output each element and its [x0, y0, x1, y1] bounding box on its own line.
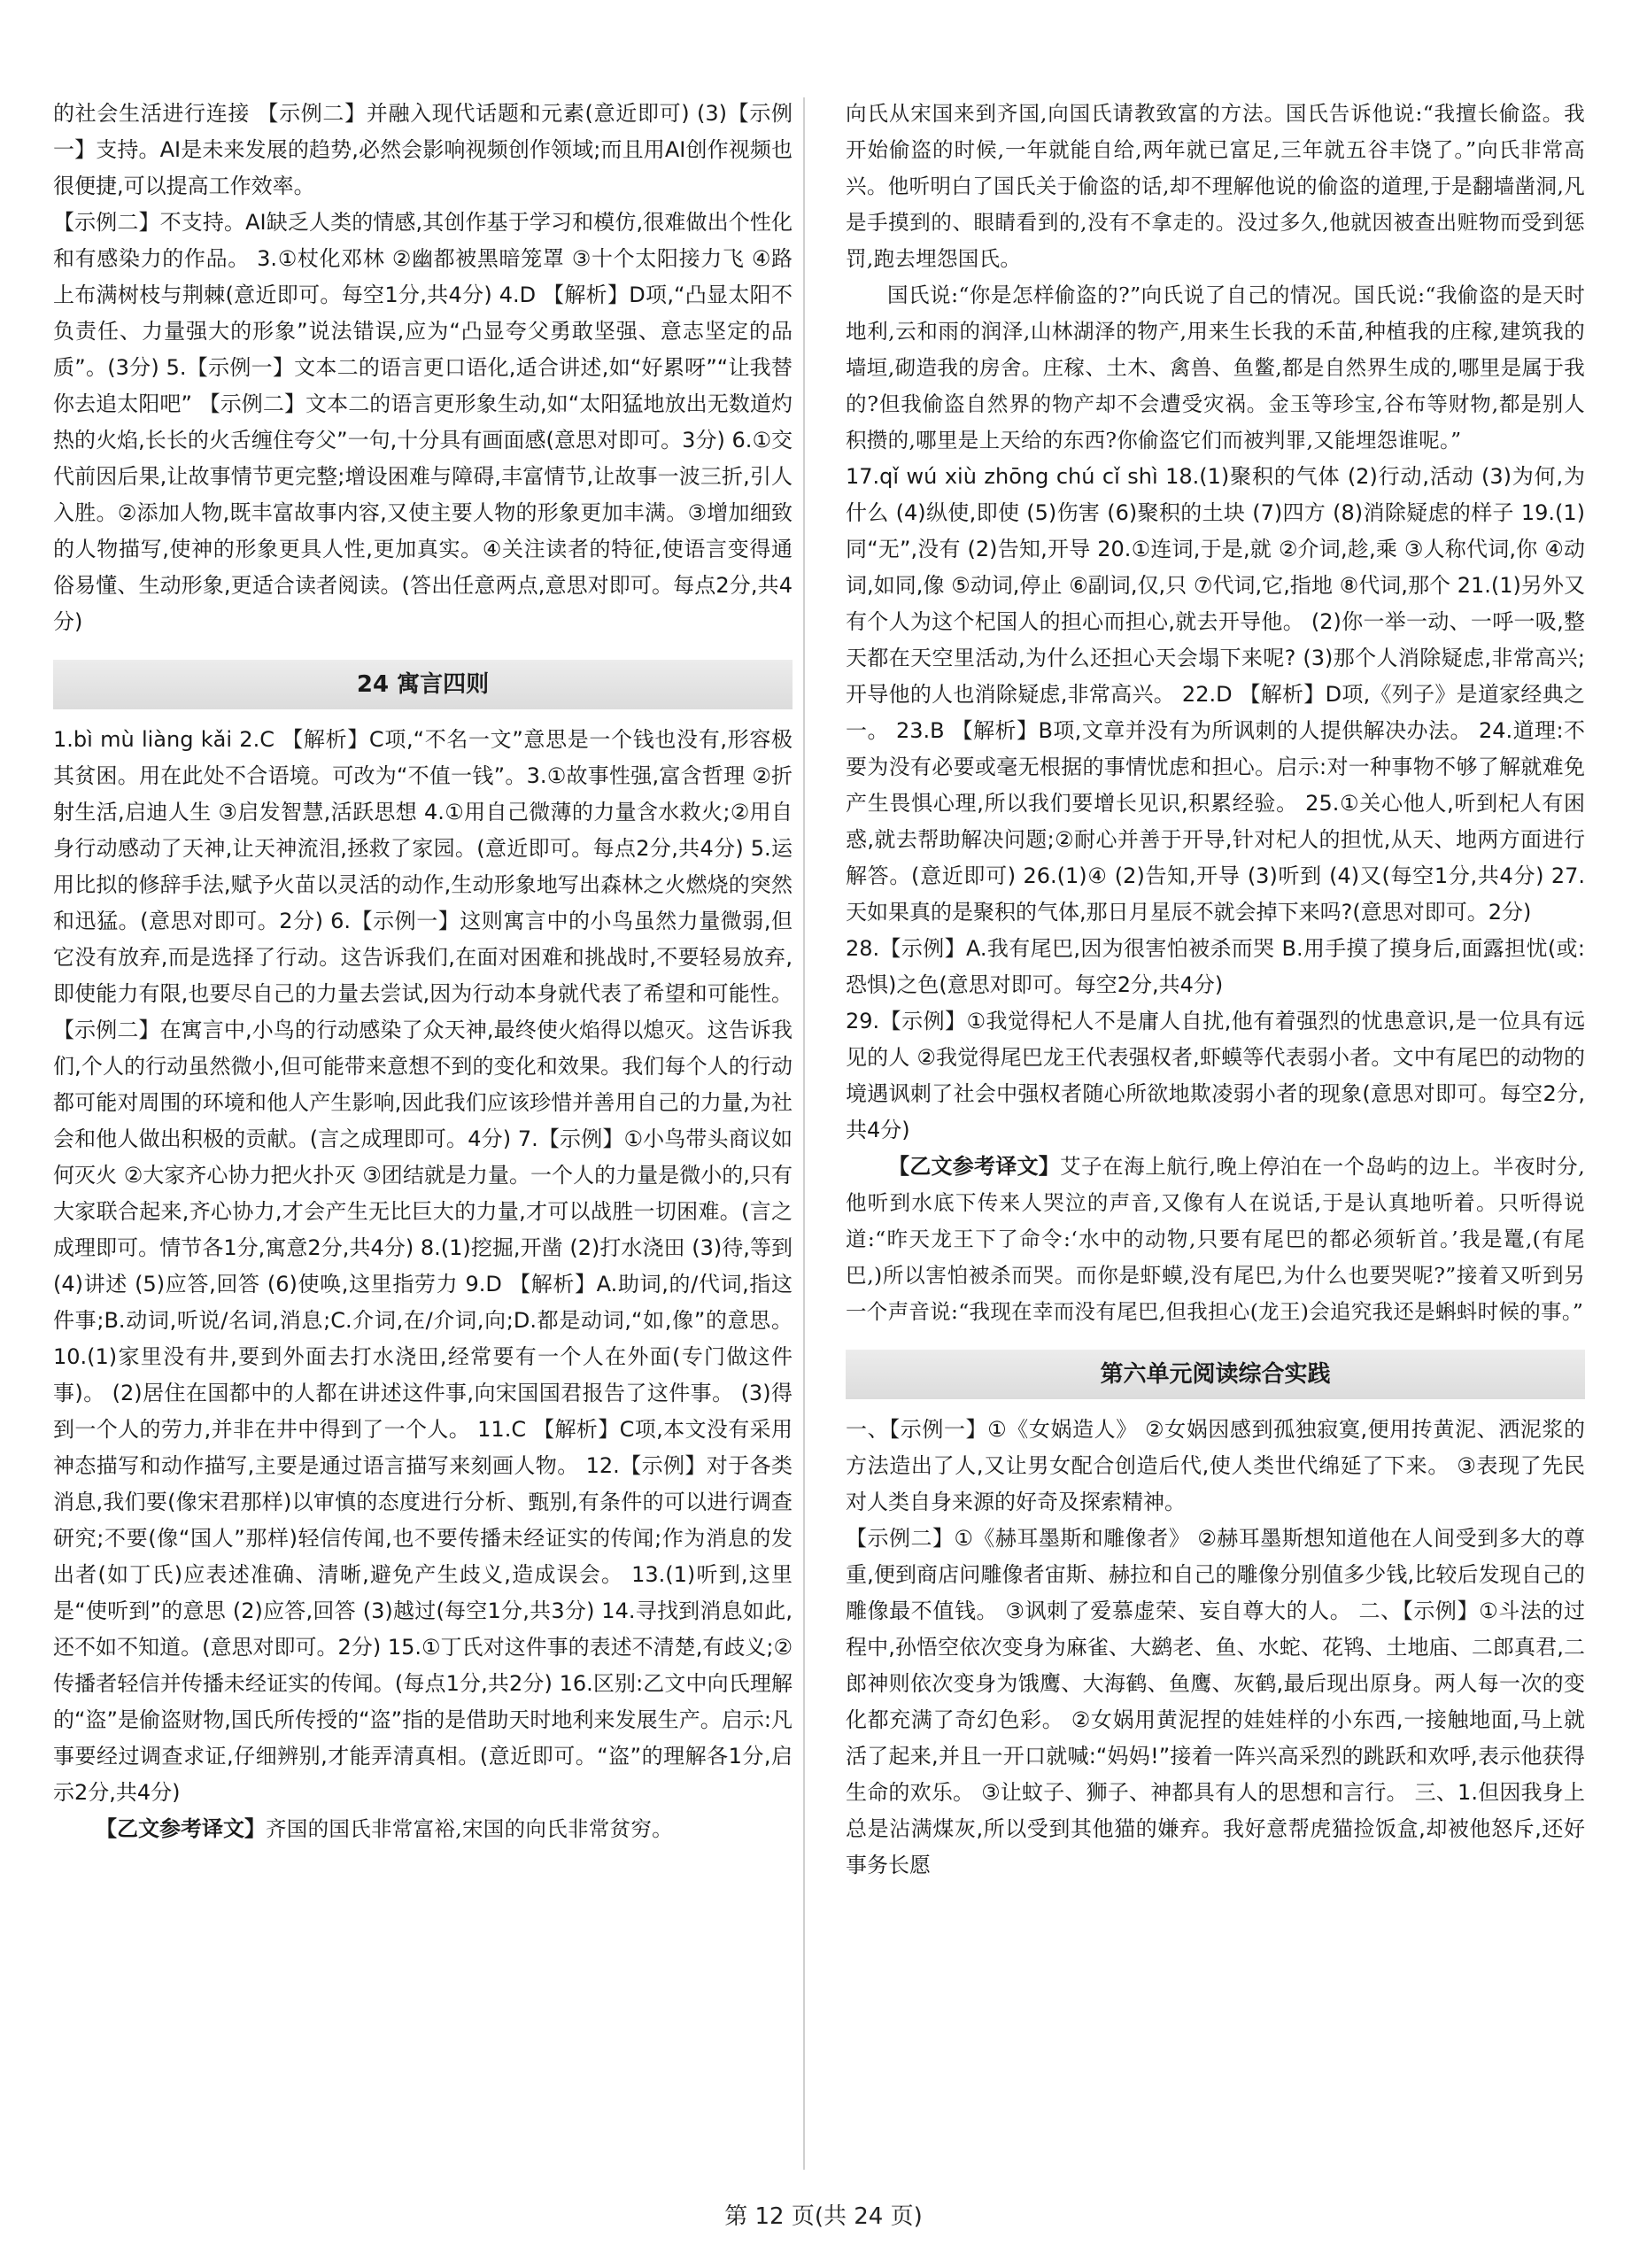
answer-paragraph: 【示例二】①《赫耳墨斯和雕像者》 ②赫耳墨斯想知道他在人间受到多大的尊重,便到商店问雕像者宙斯、赫拉和自己的雕像分别值多少钱,比较后发现自己的雕像最不值钱。 ③讽刺了爱慕虚荣、妄自尊大的人。 二、【示例】①斗法的过程中,孙悟空依次变身为麻雀、大鹚老、鱼、水蛇、花鸨、土地庙、二郎真君,二郎神则依次变身为饿鹰、大海鹤、鱼鹰、灰鹤,最后现出原身。两人每一次的变化都充满了奇幻色彩。 ②女娲用黄泥捏的娃娃样的小东西,一接触地面,马上就活了起来,并且一开口就喊:“妈妈!”接着一阵兴高采烈的跳跃和欢呼,表示他获得生命的欢乐。 ③让蚊子、狮子、神都具有人的思想和言行。 三、1.但因我身上总是沾满煤灰,所以受到其他猫的嫌弃。我好意帮虎猫捡饭盒,却被他怒斥,还好事务长愿	[846, 1526, 1585, 1877]
translation-text: 齐国的国氏非常富裕,宋国的向氏非常贫穷。	[266, 1816, 673, 1841]
translation-label: 【乙文参考译文】	[888, 1154, 1060, 1179]
section-heading: 24 寓言四则	[53, 660, 793, 709]
answer-paragraph: 29.【示例】①我觉得杞人不是庸人自扰,他有着强烈的忧患意识,是一位具有远见的人 ②我觉得尾巴龙王代表强权者,虾蟆等代表弱小者。文中有尾巴的动物的境遇讽刺了社会中强权者随心所欲地欺凌弱小者的现象(意思对即可。每空2分,共4分)	[846, 1009, 1585, 1142]
answer-paragraph: 1.bì mù liàng kǎi 2.C 【解析】C项,“不名一文”意思是一个钱也没有,形容极其贫困。用在此处不合语境。可改为“不值一钱”。3.①故事性强,富含哲理 ②折射生活,启迪人生 ③启发智慧,活跃思想 4.①用自己微薄的力量含水救火;②用自身行动感动了天神,让天神流泪,拯救了家园。(意近即可。每点2分,共4分) 5.运用比拟的修辞手法,赋予火苗以灵活的动作,生动形象地写出森林之火燃烧的突然和迅猛。(意思对即可。2分) 6.【示例一】这则寓言中的小鸟虽然力量微弱,但它没有放弃,而是选择了行动。这告诉我们,在面对困难和挑战时,不要轻易放弃,即使能力有限,也要尽自己的力量去尝试,因为行动本身就代表了希望和可能性。 【示例二】在寓言中,小鸟的行动感染了众天神,最终使火焰得以熄灭。这告诉我们,个人的行动虽然微小,但可能带来意想不到的变化和效果。我们每个人的行动都可能对周围的环境和他人产生影响,因此我们应该珍惜并善用自己的力量,为社会和他人做出积极的贡献。(言之成理即可。4分) 7.【示例】①小鸟带头商议如何灭火 ②大家齐心协力把火扑灭 ③团结就是力量。一个人的力量是微小的,只有大家联合起来,齐心协力,才会产生无比巨大的力量,才可以战胜一切困难。(言之成理即可。情节各1分,寓意2分,共4分) 8.(1)挖掘,开凿 (2)打水浇田 (3)待,等到 (4)讲述 (5)应答,回答 (6)使唤,这里指劳力 9.D 【解析】A.助词,的/代词,指这件事;B.动词,听说/名词,消息;C.介词,在/介词,向;D.都是动词,“如,像”的意思。 10.(1)家里没有井,要到外面去打水浇田,经常要有一个人在外面(专门做这件事)。 (2)居住在国都中的人都在讲述这件事,向宋国国君报告了这件事。 (3)得到一个人的劳力,并非在井中得到了一个人。 11.C 【解析】C项,本文没有采用神态描写和动作描写,主要是通过语言描写来刻画人物。 12.【示例】对于各类消息,我们要(像宋君那样)以审慎的态度进行分析、甄别,有条件的可以进行调查研究;不要(像“国人”那样)轻信传闻,也不要传播未经证实的传闻;作为消息的发出者(如丁氏)应表述准确、清晰,避免产生歧义,造成误会。 13.(1)听到,这里是“使听到”的意思 (2)应答,回答 (3)越过(每空1分,共3分) 14.寻找到消息如此,还不如不知道。(意思对即可。2分) 15.①丁氏对这件事的表述不清楚,有歧义;②传播者轻信并传播未经证实的传闻。(每点1分,共2分) 16.区别:乙文中向氏理解的“盗”是偷盗财物,国氏所传授的“盗”指的是借助天时地利来发展生产。启示:凡事要经过调查求证,仔细辨别,才能弄清真相。(意近即可。“盗”的理解各1分,启示2分,共4分)	[53, 727, 793, 1805]
translation-paragraph: 国氏说:“你是怎样偷盗的?”向氏说了自己的情况。国氏说:“我偷盗的是天时地利,云和雨的润泽,山林湖泽的物产,用来生长我的禾苗,种植我的庄稼,建筑我的墙垣,砌造我的房舍。庄稼、土木、禽兽、鱼鳖,都是自然界生成的,哪里是属于我的?但我偷盗自然界的物产却不会遭受灾祸。金玉等珍宝,谷布等财物,都是别人积攒的,哪里是上天给的东西?你偷盗它们而被判罪,又能埋怨谁呢。”	[846, 283, 1585, 453]
translation-text: 艾子在海上航行,晚上停泊在一个岛屿的边上。半夜时分,他听到水底下传来人哭泣的声音,又像有人在说话,于是认真地听着。只听得说道:“昨天龙王下了命令:‘水中的动物,只要有尾巴的都必须斩首。’我是鼍,(有尾巴,)所以害怕被杀而哭。而你是虾蟆,没有尾巴,为什么也要哭呢?”接着又听到另一个声音说:“我现在幸而没有尾巴,但我担心(龙王)会追究我还是蝌蚪时候的事。”	[846, 1154, 1585, 1324]
answer-paragraph: 【示例二】不支持。AI缺乏人类的情感,其创作基于学习和模仿,很难做出个性化和有感染力的作品。 3.①杖化邓林 ②幽都被黑暗笼罩 ③十个太阳接力飞 ④路上布满树枝与荆棘(意近即可。每空1分,共4分) 4.D 【解析】D项,“凸显太阳不负责任、力量强大的形象”说法错误,应为“凸显夸父勇敢坚强、意志坚定的品质”。(3分) 5.【示例一】文本二的语言更口语化,适合讲述,如“好累呀”“让我替你去追太阳吧” 【示例二】文本二的语言更形象生动,如“太阳猛地放出无数道灼热的火焰,长长的火舌缠住夸父”一句,十分具有画面感(意思对即可。3分) 6.①交代前因后果,让故事情节更完整;增设困难与障碍,丰富情节,让故事一波三折,引人入胜。②添加人物,既丰富故事内容,又使主要人物的形象更加丰满。③增加细致的人物描写,使神的形象更具人性,更加真实。④关注读者的特征,使语言变得通俗易懂、生动形象,更适合读者阅读。(答出任意两点,意思对即可。每点2分,共4分)	[53, 210, 793, 634]
translation-paragraph	[846, 1149, 1585, 1330]
column-divider	[803, 97, 805, 2170]
right-column	[846, 96, 1585, 1884]
translation-paragraph: 向氏从宋国来到齐国,向国氏请教致富的方法。国氏告诉他说:“我擅长偷盗。我开始偷盗的时候,一年就能自给,两年就已富足,三年就五谷丰饶了。”向氏非常高兴。他听明白了国氏关于偷盗的话,却不理解他说的偷盗的道理,于是翻墙凿洞,凡是手摸到的、眼睛看到的,没有不拿走的。没过多久,他就因被查出赃物而受到惩罚,跑去埋怨国氏。	[846, 101, 1585, 271]
answer-paragraph: 一、【示例一】①《女娲造人》 ②女娲因感到孤独寂寞,便用抟黄泥、洒泥浆的方法造出了人,又让男女配合创造后代,使人类世代绵延了下来。 ③表现了先民对人类自身来源的好奇及探索精神。	[846, 1417, 1585, 1514]
page-number: 第 12 页(共 24 页)	[724, 2203, 923, 2230]
answer-paragraph: 28.【示例】A.我有尾巴,因为很害怕被杀而哭 B.用手摸了摸身后,面露担忧(或:恐惧)之色(意思对即可。每空2分,共4分)	[846, 936, 1585, 997]
answer-paragraph: 的社会生活进行连接 【示例二】并融入现代话题和元素(意近即可) (3)【示例一】支持。AI是未来发展的趋势,必然会影响视频创作领域;而且用AI创作视频也很便捷,可以提高工作效率。	[53, 101, 793, 198]
left-column	[53, 96, 793, 1847]
section-heading: 第六单元阅读综合实践	[846, 1350, 1585, 1399]
translation-label: 【乙文参考译文】	[96, 1816, 266, 1841]
translation-paragraph	[53, 1811, 793, 1847]
answer-paragraph: 17.qǐ wú xiù zhōng chú cǐ shì 18.(1)聚积的气体 (2)行动,活动 (3)为何,为什么 (4)纵使,即使 (5)伤害 (6)聚积的土块 (7)四方 (8)消除疑虑的样子 19.(1)同“无”,没有 (2)告知,开导 20.①连词,于是,就 ②介词,趁,乘 ③人称代词,你 ④动词,如同,像 ⑤动词,停止 ⑥副词,仅,只 ⑦代词,它,指地 ⑧代词,那个 21.(1)另外又有个人为这个杞国人的担心而担心,就去开导他。 (2)你一举一动、一呼一吸,整天都在天空里活动,为什么还担心天会塌下来呢? (3)那个人消除疑虑,非常高兴;开导他的人也消除疑虑,非常高兴。 22.D 【解析】D项,《列子》是道家经典之一。 23.B 【解析】B项,文章并没有为所讽刺的人提供解决办法。 24.道理:不要为没有必要或毫无根据的事情忧虑和担心。启示:对一种事物不够了解就难免产生畏惧心理,所以我们要增长见识,积累经验。 25.①关心他人,听到杞人有困惑,就去帮助解决问题;②耐心并善于开导,针对杞人的担忧,从天、地两方面进行解答。(意近即可) 26.(1)④ (2)告知,开导 (3)听到 (4)又(每空1分,共4分) 27.天如果真的是聚积的气体,那日月星辰不就会掉下来吗?(意思对即可。2分)	[846, 464, 1585, 925]
